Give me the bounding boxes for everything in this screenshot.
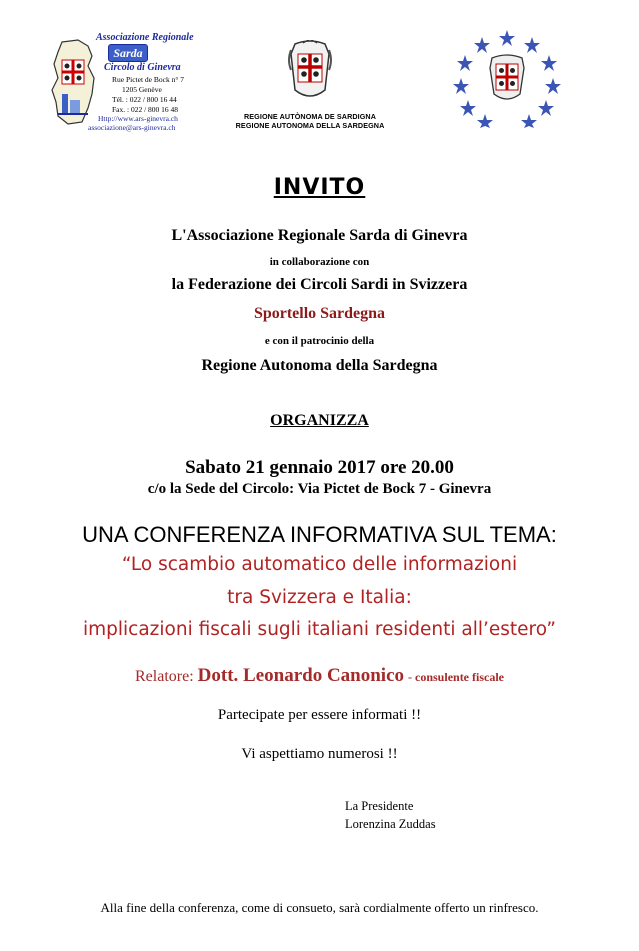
fax-number: Fax. : 022 / 800 16 48 — [112, 105, 179, 114]
sardinia-coat-of-arms-icon — [285, 40, 335, 102]
address-city: 1205 Genève — [122, 85, 162, 94]
speaker-name: Dott. Leonardo Canonico — [197, 665, 405, 686]
website-link[interactable]: Http://www.ars-ginevra.ch — [98, 114, 178, 123]
federation-name: la Federazione dei Circoli Sardi in Svizzera — [171, 276, 468, 293]
speaker-line — [0, 665, 639, 687]
speaker-label: Relatore: — [135, 668, 194, 685]
stars-ring-icon — [452, 28, 562, 128]
event-datetime: Sabato 21 gennaio 2017 ore 20.00 — [185, 457, 454, 478]
footer-note: Alla fine della conferenza, come di consueto, sarà cordialmente offerto un rinfresco. — [100, 900, 539, 915]
assoc-label: Associazione Regionale — [96, 32, 194, 43]
signature-title: La Presidente — [345, 799, 414, 813]
address-street: Rue Pictet de Bock n° 7 — [112, 75, 184, 84]
quote-line-2: tra Svizzera e Italia: — [227, 587, 412, 608]
email-link[interactable]: associazione@ars-ginevra.ch — [88, 123, 176, 132]
association-name: L'Associazione Regionale Sarda di Ginevra — [171, 227, 468, 244]
participate-text: Partecipate per essere informati !! — [217, 707, 422, 723]
region-name-italian: REGIONE AUTONOMA DELLA SARDEGNA — [235, 121, 385, 130]
invito-title: INVITO — [273, 175, 366, 200]
sportello-name: Sportello Sardegna — [253, 305, 386, 322]
sardinia-map-icon — [48, 38, 108, 126]
sarda-badge: Sarda — [108, 44, 148, 62]
circolo-label: Circolo di Ginevra — [104, 62, 181, 73]
region-name-sardinian: REGIONE AUTÒNOMA DE SARDIGNA — [243, 112, 377, 121]
event-venue: c/o la Sede del Circolo: Via Pictet de Bock 7 - Ginevra — [147, 481, 492, 497]
association-logo — [48, 30, 198, 130]
patronage-text: e con il patrocinio della — [264, 335, 375, 347]
collab-text: in collaborazione con — [269, 256, 370, 268]
region-logo — [230, 40, 390, 130]
region-name: Regione Autonoma della Sardegna — [201, 357, 438, 374]
quote-line-1: “Lo scambio automatico delle informazioni — [121, 554, 518, 575]
signature-name: Lorenzina Zuddas — [345, 817, 436, 831]
european-sardinia-emblem — [452, 28, 562, 128]
organizza-heading: ORGANIZZA — [270, 412, 369, 429]
phone-number: Tél. : 022 / 800 16 44 — [112, 95, 177, 104]
conference-theme: UNA CONFERENZA INFORMATIVA SUL TEMA: — [82, 522, 557, 547]
expect-text: Vi aspettiamo numerosi !! — [241, 746, 398, 762]
quote-line-3: implicazioni fiscali sugli italiani residenti all’estero” — [82, 619, 556, 640]
speaker-role: - consulente fiscale — [408, 670, 504, 684]
